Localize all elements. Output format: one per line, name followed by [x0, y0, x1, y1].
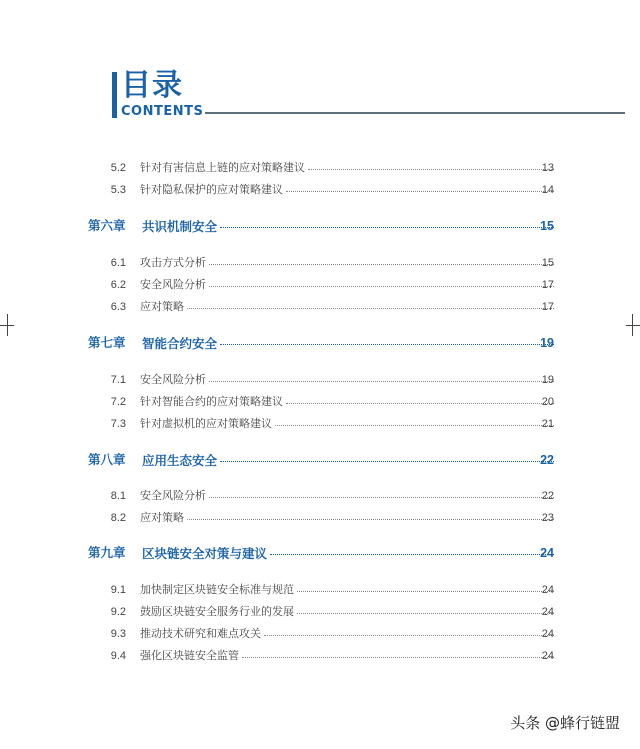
item-title: 应对策略: [140, 511, 184, 524]
chapter-title: 智能合约安全: [142, 336, 218, 351]
chapter-page: 15: [540, 219, 554, 233]
item-number: 6.1: [110, 257, 126, 269]
dot-leader: [187, 519, 554, 520]
item-title: 安全风险分析: [140, 373, 206, 386]
header-rule: [205, 112, 625, 114]
item-page: 15: [541, 257, 554, 269]
item-title: 攻击方式分析: [140, 256, 206, 269]
item-number: 5.2: [110, 162, 126, 174]
toc-item[interactable]: [0, 579, 640, 601]
chapter-title: 共识机制安全: [142, 219, 218, 234]
crop-mark-right: [626, 325, 640, 326]
toc-item[interactable]: [0, 369, 640, 391]
item-title: 安全风险分析: [140, 278, 206, 291]
title-accent-bar: [112, 72, 117, 118]
toc-item[interactable]: [0, 179, 640, 201]
toc-item[interactable]: [0, 296, 640, 318]
toc-item[interactable]: [0, 645, 640, 667]
item-title: 推动技术研究和难点攻关: [140, 627, 261, 640]
dot-leader: [209, 264, 554, 265]
item-title: 强化区块链安全监管: [140, 649, 239, 662]
chapter-label: 第七章: [88, 335, 126, 350]
chapter-page: 24: [540, 546, 554, 560]
item-page: 13: [541, 162, 554, 174]
item-page: 17: [541, 301, 554, 313]
toc-chapter[interactable]: [0, 214, 640, 238]
toc-chapter[interactable]: [0, 331, 640, 355]
item-number: 9.2: [110, 606, 126, 618]
dot-leader: [220, 227, 554, 228]
item-page: 24: [541, 606, 554, 618]
chapter-page: 19: [540, 336, 554, 350]
dot-leader: [209, 286, 554, 287]
dot-leader: [209, 381, 554, 382]
item-title: 应对策略: [140, 300, 184, 313]
item-page: 22: [541, 490, 554, 502]
toc-item[interactable]: [0, 274, 640, 296]
item-title: 针对智能合约的应对策略建议: [140, 395, 283, 408]
item-number: 5.3: [110, 184, 126, 196]
dot-leader: [308, 169, 554, 170]
toc-item[interactable]: [0, 601, 640, 623]
dot-leader: [242, 657, 554, 658]
item-page: 20: [541, 396, 554, 408]
dot-leader: [187, 308, 554, 309]
chapter-label: 第九章: [88, 545, 126, 560]
page-title: 目录: [121, 68, 183, 103]
item-page: 17: [541, 279, 554, 291]
page-subtitle: CONTENTS: [121, 104, 204, 119]
toc-item[interactable]: [0, 157, 640, 179]
dot-leader: [209, 497, 554, 498]
item-number: 9.3: [110, 628, 126, 640]
dot-leader: [270, 554, 554, 555]
dot-leader: [220, 461, 554, 462]
item-number: 6.3: [110, 301, 126, 313]
chapter-title: 区块链安全对策与建议: [142, 546, 268, 561]
item-title: 针对隐私保护的应对策略建议: [140, 183, 283, 196]
chapter-title: 应用生态安全: [142, 453, 218, 468]
item-number: 6.2: [110, 279, 126, 291]
toc-item[interactable]: [0, 507, 640, 529]
item-number: 7.1: [110, 374, 126, 386]
item-page: 14: [541, 184, 554, 196]
dot-leader: [297, 591, 554, 592]
item-page: 24: [541, 628, 554, 640]
item-number: 8.1: [110, 490, 126, 502]
toc-item[interactable]: [0, 413, 640, 435]
chapter-page: 22: [540, 453, 554, 467]
item-number: 7.2: [110, 396, 126, 408]
item-title: 鼓励区块链安全服务行业的发展: [140, 605, 294, 618]
chapter-label: 第六章: [88, 218, 126, 233]
dot-leader: [286, 403, 554, 404]
toc-chapter[interactable]: [0, 448, 640, 472]
item-page: 21: [541, 418, 554, 430]
item-title: 加快制定区块链安全标准与规范: [140, 583, 294, 596]
dot-leader: [220, 344, 554, 345]
toc-item[interactable]: [0, 623, 640, 645]
item-number: 9.4: [110, 650, 126, 662]
dot-leader: [286, 191, 554, 192]
item-title: 针对有害信息上链的应对策略建议: [140, 161, 305, 174]
dot-leader: [297, 613, 554, 614]
item-page: 19: [541, 374, 554, 386]
toc-item[interactable]: [0, 252, 640, 274]
toc-item[interactable]: [0, 485, 640, 507]
dot-leader: [275, 425, 554, 426]
toc-chapter[interactable]: [0, 541, 640, 565]
watermark: 头条 @蜂行链盟: [510, 714, 620, 732]
toc-item[interactable]: [0, 391, 640, 413]
item-title: 针对虚拟机的应对策略建议: [140, 417, 272, 430]
item-number: 7.3: [110, 418, 126, 430]
item-number: 9.1: [110, 584, 126, 596]
item-title: 安全风险分析: [140, 489, 206, 502]
chapter-label: 第八章: [88, 452, 126, 467]
item-page: 24: [541, 650, 554, 662]
dot-leader: [264, 635, 554, 636]
item-page: 23: [541, 512, 554, 524]
item-page: 24: [541, 584, 554, 596]
item-number: 8.2: [110, 512, 126, 524]
